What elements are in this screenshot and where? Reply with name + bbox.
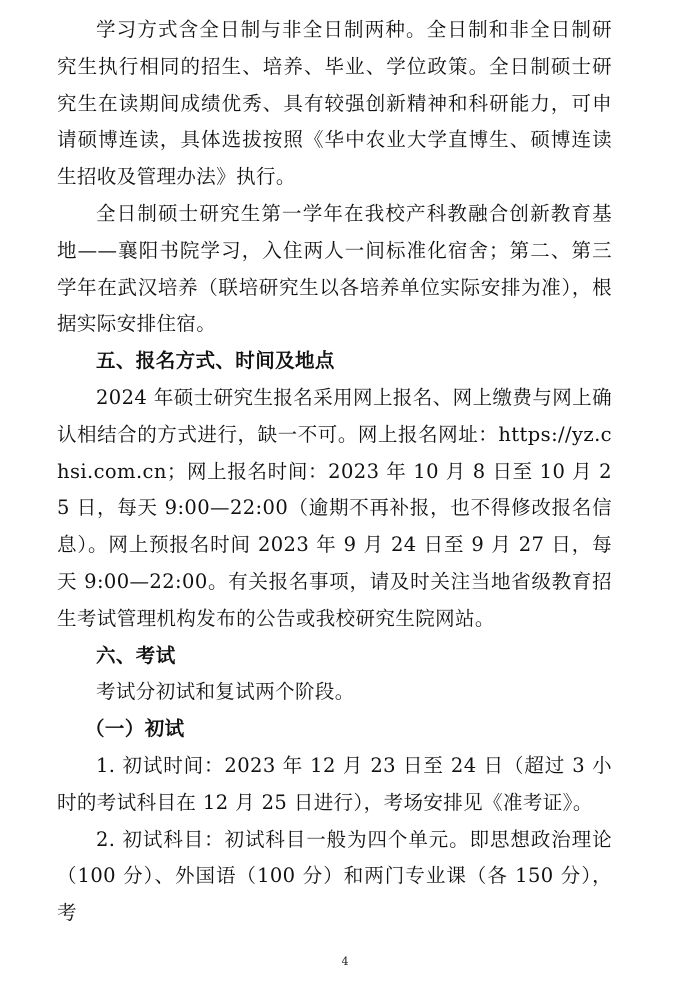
- page-number: 4: [341, 955, 349, 968]
- paragraph-study-mode: 学习方式含全日制与非全日制两种。全日制和非全日制研究生执行相同的招生、培养、毕业、学位政策。全日制硕士研究生在读期间成绩优秀、具有较强创新精神和科研能力，可申请硕博连读，具体选拔按照《华中农业大学直博生、硕博连读生招收及管理办法》执行。: [57, 18, 612, 189]
- section-heading-exam: 六、考试: [96, 643, 176, 667]
- paragraph-exam-time: 1. 初试时间：2023 年 12 月 23 日至 24 日（超过 3 小时的考试科目在 12 月 25 日进行），考场安排见《准考证》。: [57, 753, 612, 814]
- section-heading-registration: 五、报名方式、时间及地点: [96, 349, 335, 373]
- paragraph-exam-stages: 考试分初试和复试两个阶段。: [96, 680, 355, 704]
- paragraph-registration: 2024 年硕士研究生报名采用网上报名、网上缴费与网上确认相结合的方式进行，缺一不可。网上报名网址：https://yz.chsi.com.cn；网上报名时间：2023 年 10 月 8 日至 10 月 25 日，每天 9:00—22:00（逾期不再补报，也不得修改报名信息）。网上预报名时间 2023 年 9 月 24 日至 9 月 27 日，每天 9:00—22:00。有关报名事项，请及时关注当地省级教育招生考试管理机构发布的公告或我校研究生院网站。: [57, 385, 612, 630]
- subsection-heading-preliminary: （一）初试: [85, 717, 185, 741]
- paragraph-accommodation: 全日制硕士研究生第一学年在我校产科教融合创新教育基地——襄阳书院学习，入住两人一间标准化宿舍；第二、第三学年在武汉培养（联培研究生以各培养单位实际安排为准），根据实际安排住宿。: [57, 201, 612, 336]
- page-content: [57, 12, 612, 932]
- paragraph-exam-subjects: 2. 初试科目：初试科目一般为四个单元。即思想政治理论（100 分）、外国语（100 分）和两门专业课（各 150 分），考: [57, 827, 612, 925]
